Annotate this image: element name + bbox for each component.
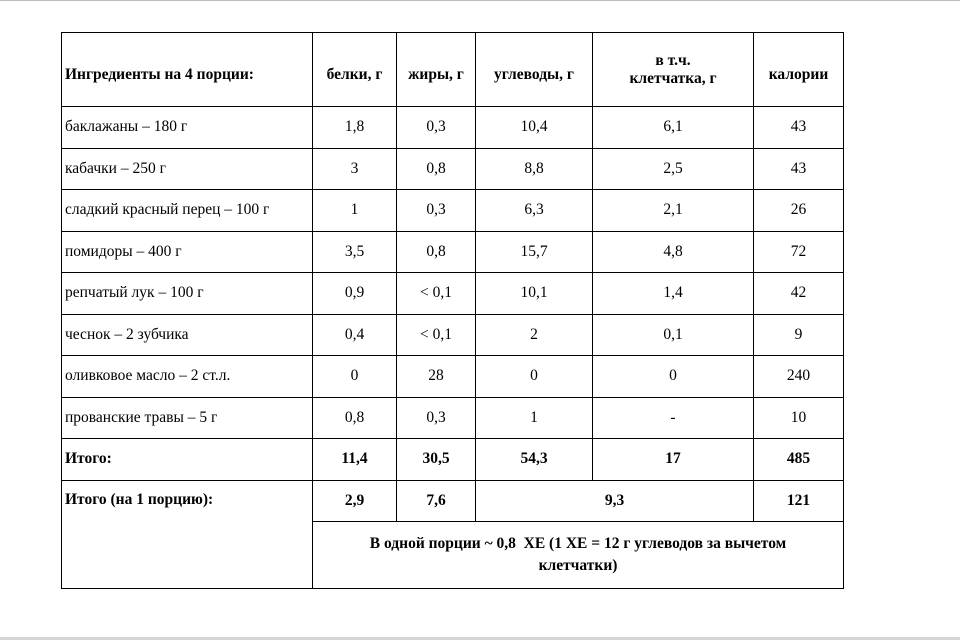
table-row [62, 190, 844, 232]
table-row [62, 273, 844, 315]
protein-cell: 0,4 [313, 314, 397, 356]
calories-cell: 10 [754, 397, 844, 439]
table-row [62, 107, 844, 149]
fiber-cell: 0 [593, 356, 754, 398]
fiber-cell: 6,1 [593, 107, 754, 149]
fat-cell: 28 [397, 356, 476, 398]
header-ingredients: Ингредиенты на 4 порции: [62, 33, 313, 107]
carbs-cell: 15,7 [476, 231, 593, 273]
calories-cell: 26 [754, 190, 844, 232]
carbs-cell: 6,3 [476, 190, 593, 232]
fat-cell: < 0,1 [397, 314, 476, 356]
table-row [62, 314, 844, 356]
top-frame-line [0, 0, 960, 1]
per-portion-label: Итого (на 1 порцию): [62, 480, 313, 589]
protein-cell: 0,8 [313, 397, 397, 439]
fat-cell: 0,8 [397, 231, 476, 273]
carbs-cell: 2 [476, 314, 593, 356]
fiber-cell: 4,8 [593, 231, 754, 273]
nutrition-table [61, 32, 844, 589]
total-carbs: 54,3 [476, 439, 593, 481]
calories-cell: 240 [754, 356, 844, 398]
ingredient-name: помидоры – 400 г [62, 231, 313, 273]
per-portion-fat: 7,6 [397, 480, 476, 522]
total-fat: 30,5 [397, 439, 476, 481]
per-portion-row [62, 480, 844, 522]
carbs-cell: 10,4 [476, 107, 593, 149]
per-portion-protein: 2,9 [313, 480, 397, 522]
header-carbs: углеводы, г [476, 33, 593, 107]
header-protein: белки, г [313, 33, 397, 107]
fat-cell: 0,3 [397, 107, 476, 149]
note-line-1: В одной порции ~ 0,8 ХЕ (1 ХЕ = 12 г углеводов за вычетом [369, 535, 787, 552]
ingredient-name: прованские травы – 5 г [62, 397, 313, 439]
total-row [62, 439, 844, 481]
carbs-cell: 1 [476, 397, 593, 439]
calories-cell: 42 [754, 273, 844, 315]
protein-cell: 3 [313, 148, 397, 190]
total-protein: 11,4 [313, 439, 397, 481]
fiber-cell: 2,5 [593, 148, 754, 190]
calories-cell: 43 [754, 148, 844, 190]
fiber-cell: 2,1 [593, 190, 754, 232]
carbs-cell: 10,1 [476, 273, 593, 315]
carbs-cell: 0 [476, 356, 593, 398]
header-calories: калории [754, 33, 844, 107]
total-calories: 485 [754, 439, 844, 481]
fat-cell: 0,3 [397, 397, 476, 439]
table-row [62, 231, 844, 273]
protein-cell: 0 [313, 356, 397, 398]
protein-cell: 0,9 [313, 273, 397, 315]
ingredient-name: чеснок – 2 зубчика [62, 314, 313, 356]
header-fiber [593, 33, 754, 107]
total-label: Итого: [62, 439, 313, 481]
protein-cell: 3,5 [313, 231, 397, 273]
ingredient-name: репчатый лук – 100 г [62, 273, 313, 315]
fat-cell: < 0,1 [397, 273, 476, 315]
bread-units-note [313, 522, 844, 589]
protein-cell: 1,8 [313, 107, 397, 149]
fiber-cell: - [593, 397, 754, 439]
fat-cell: 0,3 [397, 190, 476, 232]
fiber-cell: 1,4 [593, 273, 754, 315]
calories-cell: 43 [754, 107, 844, 149]
carbs-cell: 8,8 [476, 148, 593, 190]
header-fat: жиры, г [397, 33, 476, 107]
ingredient-name: кабачки – 250 г [62, 148, 313, 190]
header-fiber-line1: в т.ч. [655, 51, 691, 69]
fat-cell: 0,8 [397, 148, 476, 190]
calories-cell: 72 [754, 231, 844, 273]
per-portion-calories: 121 [754, 480, 844, 522]
table-row [62, 356, 844, 398]
per-portion-net-carbs: 9,3 [476, 480, 754, 522]
ingredient-name: баклажаны – 180 г [62, 107, 313, 149]
table-row [62, 397, 844, 439]
header-fiber-line2: клетчатка, г [629, 69, 717, 87]
protein-cell: 1 [313, 190, 397, 232]
total-fiber: 17 [593, 439, 754, 481]
note-line-2: клетчатки) [538, 557, 618, 574]
table-row [62, 148, 844, 190]
ingredient-name: сладкий красный перец – 100 г [62, 190, 313, 232]
calories-cell: 9 [754, 314, 844, 356]
ingredient-name: оливковое масло – 2 ст.л. [62, 356, 313, 398]
fiber-cell: 0,1 [593, 314, 754, 356]
header-row [62, 33, 844, 107]
